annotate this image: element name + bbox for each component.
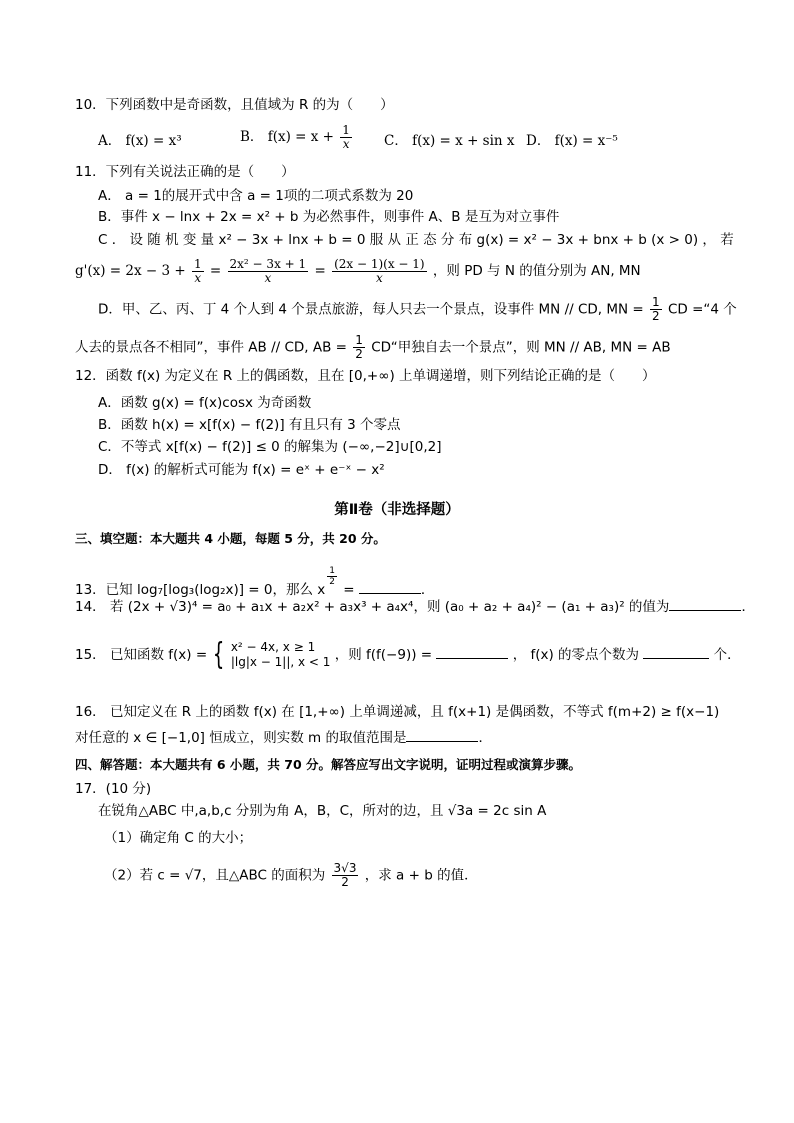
q14-answer-blank[interactable] [669,596,741,611]
q12-option-c: C．不等式 x[f(x) − f(2)] ≤ 0 的解集为 (−∞,−2]∪[0,2] [98,439,442,455]
q11-c-fraction-3 [332,258,427,285]
q11-d-fraction-1 [650,296,662,323]
q11-d2-suffix: CD“甲独自去一个景点”，则 MN // AB, MN = AB [371,339,671,356]
q14-end: ． [741,599,755,615]
q11-option-c-line1: C ． 设 随 机 变 量 x² − 3x + lnx + b = 0 服 从 正 态 分 布 g(x) = x² − 3x + bnx + b (x > 0) ， 若 [98,232,734,248]
q11-c-suffix: ，则 PD 与 N 的值分别为 AN, MN [432,263,641,279]
q13 [75,566,434,600]
q13-end: ． [420,582,435,598]
q11-c-prefix: g'(x) = 2x − 3 + [75,263,186,279]
fraction-numerator: 2x² − 3x + 1 [229,257,307,271]
q11-option-a: A． a = 1的展开式中含 a = 1项的二项式系数为 20 [98,188,414,204]
q10-option-b [240,124,354,151]
fraction-numerator: 3√3 [333,861,357,875]
q11-option-c-line2 [75,258,641,285]
q14-text: 14． 若 (2x + √3)⁴ = a₀ + a₁x + a₂x² + a₃x³ + a₄x⁴，则 (a₀ + a₂ + a₄)² − (a₁ + a₃)² 的值为 [75,599,670,615]
q10-option-d: D． f(x) = x⁻⁵ [526,133,618,149]
q12-option-b: B．函数 h(x) = x[f(x) − f(2)] 有且只有 3 个零点 [98,417,401,433]
q11-c-fraction-1 [192,258,204,285]
fraction-denominator: x [194,271,202,285]
q15-end: 个． [713,647,741,663]
q11-d-fraction-2 [353,334,365,361]
q17-part2-suffix: ，求 a + b 的值． [364,867,478,884]
q12-option-d: D． f(x) 的解析式可能为 f(x) = eˣ + e⁻ˣ − x² [98,462,385,478]
q11-d-prefix: D．甲、乙、丙、丁 4 个人到 4 个景点旅游，每人只去一个景点，设事件 MN // CD, MN = [98,301,644,318]
q17-stem-math: √3a = 2c sin A [447,803,547,819]
q15-mid2: ， f(x) 的零点个数为 [512,647,640,663]
q16-line2 [75,727,492,748]
q17-area-fraction [332,862,359,889]
q16-line1: 16． 已知定义在 R 上的函数 f(x) 在 [1,+∞) 上单调递减，且 f(x+1) 是偶函数，不等式 f(m+2) ≥ f(x−1) [75,704,720,720]
q11-d-suffix: CD =“4 个 [667,301,737,318]
fraction-numerator: 1 [355,333,363,347]
equals-sign: = [314,263,326,279]
q16-end: ． [478,730,492,746]
q11-c-fraction-2 [228,258,309,285]
q13-prefix: 13．已知 log₇[log₃(log₂x)] = 0，那么 x [75,582,326,598]
q15-case-1: x² − 4x, x ≥ 1 [230,640,316,654]
fraction-denominator: 2 [329,577,335,587]
q11-d2-prefix: 人去的景点各不相同”，事件 AB // CD, AB = [75,339,347,356]
fraction-denominator: 2 [652,309,660,323]
q15-mid: ，则 f(f(−9)) = [334,647,433,663]
fraction-denominator: x [264,271,272,285]
q10-option-c: C． f(x) = x + sin x [384,133,515,149]
fraction-numerator: 1 [652,295,660,309]
q11-option-b: B．事件 x − lnx + 2x = x² + b 为必然事件，则事件 A、B 是互为对立事件 [98,209,560,225]
q11-stem: 11．下列有关说法正确的是（ ） [75,164,295,180]
q17-part1: （1）确定角 C 的大小； [104,830,253,846]
fraction-denominator: 2 [341,875,349,889]
equals-sign: = [209,263,222,279]
q11-option-d-line1 [98,296,737,323]
q17-head: 17．(10 分) [75,781,152,797]
q12-stem: 12．函数 f(x) 为定义在 R 上的偶函数，且在 [0,+∞) 上单调递增，则下列结论正确的是（ ） [75,368,656,384]
fraction-numerator: 1 [329,566,335,576]
section4-heading: 四、解答题：本大题共有 6 小题，共 70 分。解答应写出文字说明，证明过程或演算步骤。 [75,757,582,772]
q17-stem [98,801,546,821]
q15-answer-blank-2[interactable] [643,644,709,659]
q13-exponent [327,566,337,587]
q16-line2-prefix: 对任意的 x ∈ [−1,0] 恒成立，则实数 m 的取值范围是 [75,730,407,746]
fraction-denominator: x [375,271,383,285]
q15-case-2: |lg|x − 1||, x < 1 [230,655,331,669]
q13-suffix: = [339,582,359,598]
q10-option-b-prefix: B． f(x) = x + [240,129,334,145]
left-brace: { [213,637,225,672]
q14 [75,596,755,617]
fraction-numerator: 1 [193,257,202,271]
q12-option-a: A．函数 g(x) = f(x)cosx 为奇函数 [98,395,312,411]
q10-option-b-fraction [340,124,352,151]
section3-heading: 三、填空题：本大题共 4 小题，每题 5 分，共 20 分。 [75,531,386,546]
q17-part2-prefix: （2）若 c = √7，且△ABC 的面积为 [104,867,326,884]
q17-stem-text: 在锐角△ABC 中,a,b,c 分别为角 A，B，C，所对的边，且 [98,803,448,819]
fraction-denominator: 2 [355,347,363,361]
part2-title: 第Ⅱ卷（非选择题） [334,502,460,518]
q15 [75,637,741,672]
q13-answer-blank[interactable] [359,579,421,594]
q17-part2 [104,862,478,889]
fraction-numerator: 1 [342,123,350,137]
q16-answer-blank[interactable] [406,727,478,742]
fraction-numerator: (2x − 1)(x − 1) [334,257,425,271]
fraction-denominator: x [342,137,350,151]
q15-answer-blank-1[interactable] [436,644,508,659]
q11-option-d-line2 [75,334,671,361]
q15-prefix: 15． 已知函数 f(x) = [75,647,208,663]
q10-stem: 10．下列函数中是奇函数，且值域为 R 的为（ ） [75,97,394,113]
q15-piecewise-cases [231,640,331,670]
q10-option-a: A． f(x) = x³ [98,133,182,149]
